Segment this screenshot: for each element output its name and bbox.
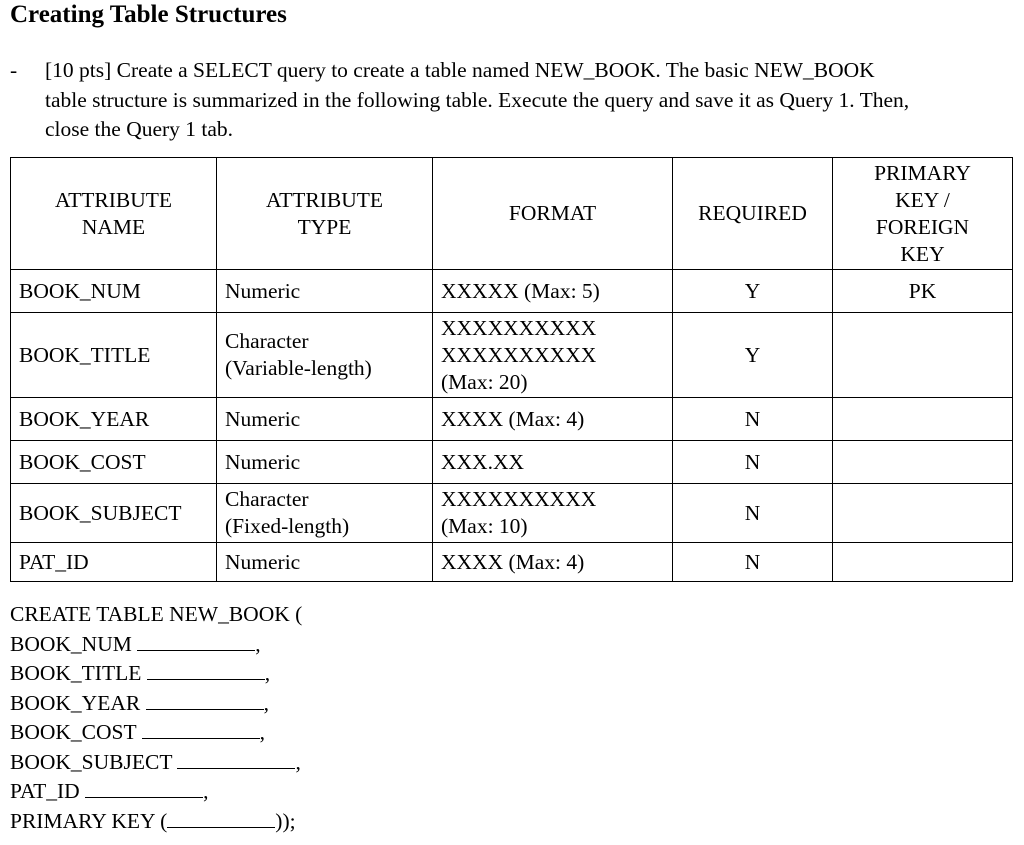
- cell-format: XXXX (Max: 4): [433, 543, 673, 582]
- cell-format: XXX.XX: [433, 441, 673, 484]
- cell-attribute-name: BOOK_SUBJECT: [11, 484, 217, 543]
- cell-format: XXXX (Max: 4): [433, 398, 673, 441]
- cell-required: Y: [673, 313, 833, 398]
- cell-required: N: [673, 484, 833, 543]
- cell-attribute-type: Character (Variable-length): [217, 313, 433, 398]
- sql-field-line: BOOK_SUBJECT ,: [10, 749, 301, 774]
- sql-field-line: BOOK_YEAR ,: [10, 690, 269, 715]
- cell-key: [833, 543, 1013, 582]
- cell-key: PK: [833, 270, 1013, 313]
- cell-attribute-type: Numeric: [217, 441, 433, 484]
- cell-attribute-type: Numeric: [217, 270, 433, 313]
- cell-attribute-type: Numeric: [217, 398, 433, 441]
- attribute-table: [10, 157, 1013, 582]
- cell-attribute-type: Numeric: [217, 543, 433, 582]
- header-format: FORMAT: [433, 158, 673, 270]
- cell-required: N: [673, 441, 833, 484]
- table-row: [11, 398, 1013, 441]
- cell-attribute-name: BOOK_NUM: [11, 270, 217, 313]
- sql-field-line: PAT_ID ,: [10, 779, 209, 803]
- task-line: table structure is summarized in the following table. Execute the query and save it as Query 1. Then,: [45, 87, 910, 112]
- sql-field-line: BOOK_NUM ,: [10, 631, 261, 656]
- table-header-row: [11, 158, 1013, 270]
- cell-required: Y: [673, 270, 833, 313]
- cell-attribute-name: BOOK_YEAR: [11, 398, 217, 441]
- table-row: [11, 441, 1013, 484]
- cell-key: [833, 484, 1013, 543]
- answer-blank[interactable]: [85, 777, 203, 798]
- table-row: [11, 313, 1013, 398]
- header-key: PRIMARY KEY / FOREIGN KEY: [833, 158, 1013, 270]
- cell-attribute-name: BOOK_TITLE: [11, 313, 217, 398]
- bullet-dash: -: [10, 58, 18, 82]
- cell-key: [833, 441, 1013, 484]
- cell-attribute-name: PAT_ID: [11, 543, 217, 582]
- cell-key: [833, 398, 1013, 441]
- answer-blank[interactable]: [146, 689, 264, 710]
- task-line: close the Query 1 tab.: [45, 117, 234, 141]
- cell-key: [833, 313, 1013, 398]
- page-title: Creating Table Structures: [10, 1, 287, 28]
- cell-format: XXXXXXXXXX XXXXXXXXXX (Max: 20): [433, 313, 673, 398]
- sql-template: [10, 600, 302, 836]
- answer-blank[interactable]: [137, 630, 255, 651]
- header-required: REQUIRED: [673, 158, 833, 270]
- cell-attribute-type: Character (Fixed-length): [217, 484, 433, 543]
- task-line: [10 pts] Create a SELECT query to create a table named NEW_BOOK. The basic NEW_BOOK: [45, 58, 875, 82]
- table-row: [11, 484, 1013, 543]
- cell-required: N: [673, 543, 833, 582]
- answer-blank[interactable]: [142, 718, 260, 739]
- sql-primary-key-line: PRIMARY KEY ( ));: [10, 808, 296, 833]
- header-attribute-type: ATTRIBUTE TYPE: [217, 158, 433, 270]
- answer-blank[interactable]: [167, 807, 275, 828]
- sql-field-line: BOOK_COST ,: [10, 720, 265, 744]
- table-row: [11, 543, 1013, 582]
- cell-format: XXXXXXXXXX (Max: 10): [433, 484, 673, 543]
- cell-format: XXXXX (Max: 5): [433, 270, 673, 313]
- cell-required: N: [673, 398, 833, 441]
- answer-blank[interactable]: [177, 748, 295, 769]
- sql-field-line: BOOK_TITLE ,: [10, 661, 271, 685]
- table-row: [11, 270, 1013, 313]
- answer-blank[interactable]: [147, 659, 265, 680]
- cell-attribute-name: BOOK_COST: [11, 441, 217, 484]
- task-instruction: [10, 56, 1015, 145]
- task-text: [45, 56, 1015, 145]
- header-attribute-name: ATTRIBUTE NAME: [11, 158, 217, 270]
- sql-create-line: CREATE TABLE NEW_BOOK (: [10, 602, 303, 626]
